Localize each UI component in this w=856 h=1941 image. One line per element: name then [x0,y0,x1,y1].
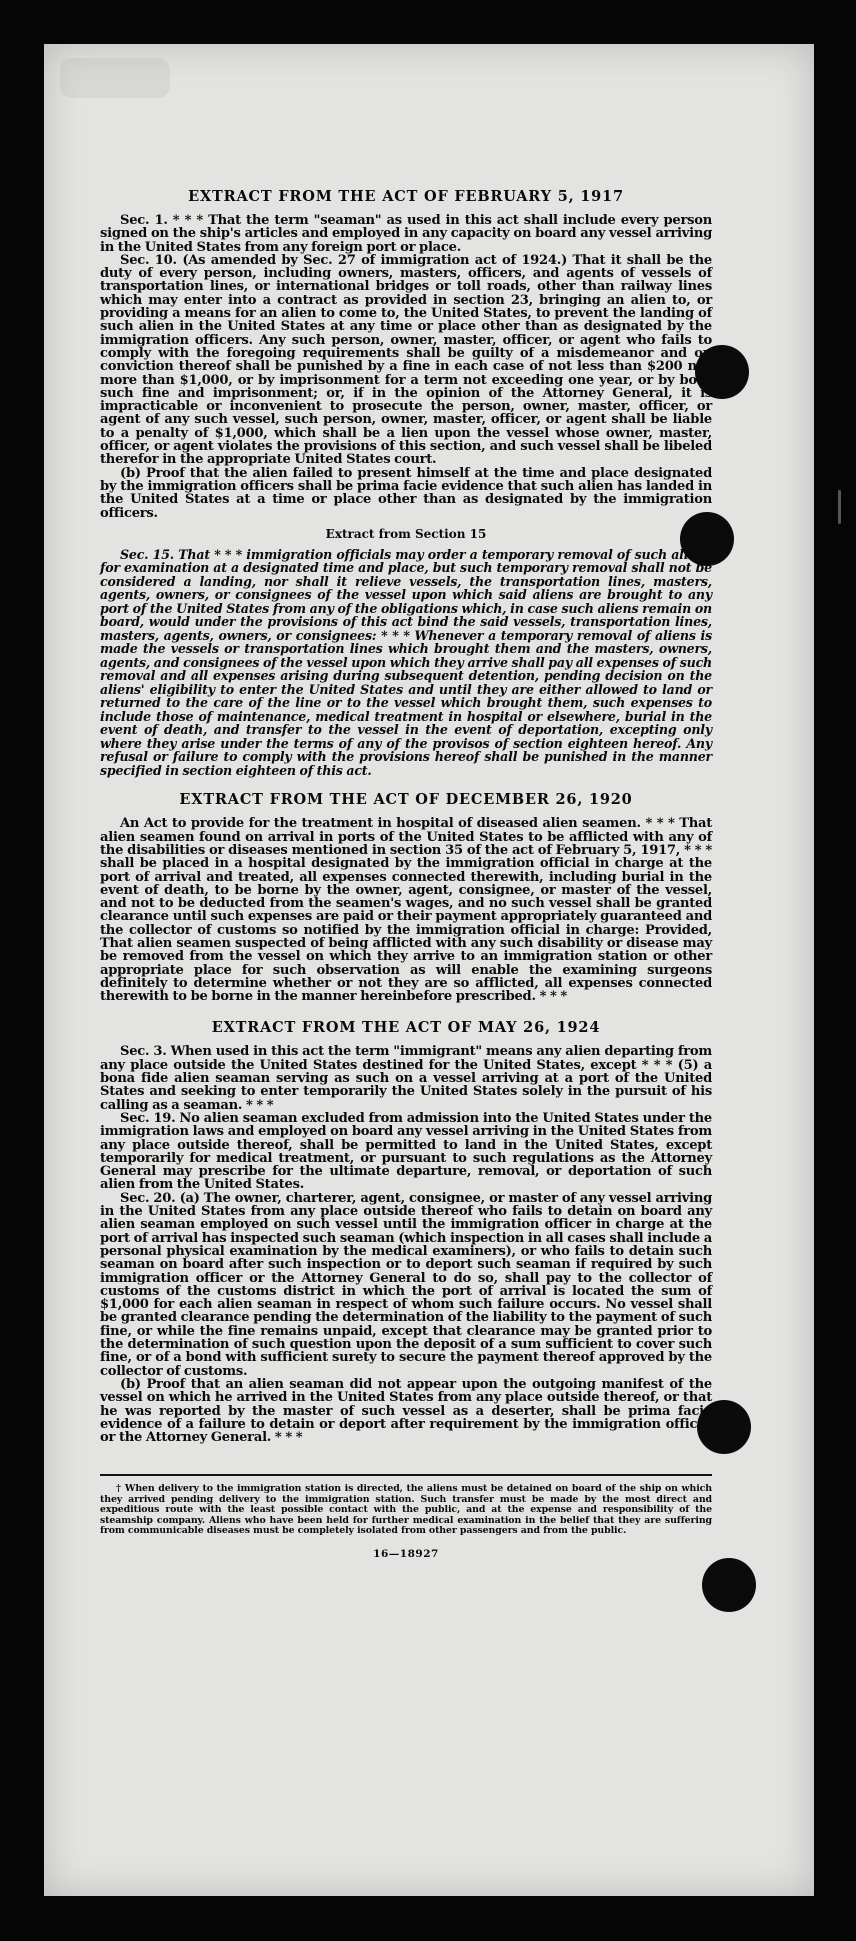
punch-hole-4 [702,1558,756,1612]
section-title-act-1924: EXTRACT FROM THE ACT OF MAY 26, 1924 [211,1019,601,1037]
scan-smudge [60,58,170,98]
paragraph-sec-3: Sec. 3. When used in this act the term "immigrant" means any alien departing from any place outside the United States destined for the United States, except * * * (5) a bona fide alien seaman serving as such on a vessel arriving at a port of the United States and seeking to enter temporarily the United States solely in the pursuit of his calling as a seaman. * * * [100,1044,712,1113]
paragraph-sec-19: Sec. 19. No alien seaman excluded from admission into the United States under the immigration laws and employed on board any vessel arriving in the United States from any place outside thereof, shall be permitted to land in the United States, except temporarily for medical treatment, or pursuant to such regulations as the Attorney General may prescribe for the ultimate departure, removal, or deportation of such alien from the United States. [100,1110,712,1193]
paragraph-act-1920: An Act to provide for the treatment in hospital of diseased alien seamen. * * * That alien seamen found on arrival in ports of the United States to be afflicted with any of the disabilities or diseases mentioned in section 35 of the act of February 5, 1917, * * * shall be placed in a hospital designated by the immigration official in charge at the port of arrival and treated, all expenses connected therewith, including burial in the event of death, to be borne by the owner, agent, consignee, or master of the vessel, and not to be deducted from the seamen's wages, and no such vessel shall be granted clearance until such expenses are paid or their payment appropriately guaranteed and the collector of customs so notified by the immigration official in charge: Provided, That alien seamen suspected of being afflicted with any such disability or disease may be removed from the vessel on which they arrive to an immigration station or other appropriate place for such observation as will enable the examining surgeons definitely to determine whether or not they are so afflicted, all expenses connected therewith to be borne in the manner hereinbefore prescribed. * * * [100,816,712,1005]
section-title-act-1917: EXTRACT FROM THE ACT OF FEBRUARY 5, 1917 [188,188,624,205]
section-title-act-1920: EXTRACT FROM THE ACT OF DECEMBER 26, 1920 [179,791,633,809]
paragraph-sec-10-b: (b) Proof that the alien failed to present himself at the time and place designated by the immigration officers shall be prima facie evidence that such alien has landed in the United States at a time or place other than as designated by the immigration officers. [100,465,712,521]
page-number: 16—18927 [373,1548,439,1561]
scan-edge-mark [838,490,841,524]
paragraph-sec-1: Sec. 1. * * * That the term "seaman" as used in this act shall include every person signed on the ship's articles and employed in any capacity on board any vessel arriving in the United States from any foreign port or place. [100,213,712,255]
paragraph-sec-20-a: Sec. 20. (a) The owner, charterer, agent, consignee, or master of any vessel arriving in the United States from any place outside thereof who fails to detain on board any alien seaman employed on such vessel until the immigration officer in charge at the port of arrival has inspected such seaman (which inspection in all cases shall include a personal physical examination by the medical examiners), or who fails to detain such seaman on board after such inspection or to deport such seaman if required by such immigration officer or the Attorney General to do so, shall pay to the collector of customs of the customs district in which the port of arrival is located the sum of $1,000 for each alien seaman in respect of whom such failure occurs. No vessel shall be granted clearance pending the determination of the liability to the payment of such fine, or while the fine remains unpaid, except that clearance may be granted prior to the determination of such question upon the deposit of a sum sufficient to cover such fine, or of a bond with sufficient surety to secure the payment thereof approved by the collector of customs. [100,1190,712,1379]
paragraph-sec-20-b: (b) Proof that an alien seaman did not appear upon the outgoing manifest of the vessel on which he arrived in the United States from any place outside thereof, or that he was reported by the master of such vessel as a deserter, shall be prima facie evidence of a failure to detain or deport after requirement by the immigration officer or the Attorney General. * * * [100,1376,712,1446]
paragraph-sec-15: Sec. 15. That * * * immigration officials may order a temporary removal of such aliens for examination at a designated time and place, but such temporary removal shall not be considered a landing, nor shall it relieve vessels, the transportation lines, masters, agents, owners, or consignees of the vessel upon which said aliens are brought to any port of the United States from any of the obligations which, in case such aliens remain on board, would under the provisions of this act bind the said vessels, transportation lines, masters, agents, owners, or consignees: * * * Whenever a temporary removal of aliens is made the vessels or transportation lines which brought them and the masters, owners, agents, and consignees of the vessel upon which they arrive shall pay all expenses of such removal and all expenses arising during subsequent detention, pending decision on the aliens' eligibility to enter the United States and until they are either allowed to land or returned to the care of the line or to the vessel which brought them, such expenses to include those of maintenance, medical treatment in hospital or elsewhere, burial in the event of death, and transfer to the vessel in the event of deportation, excepting only where they arise under the terms of any of the provisos of section eighteen hereof. Any refusal or failure to comply with the provisions hereof shall be punished in the manner specified in section eighteen of this act. [100,546,712,778]
footnote: † When delivery to the immigration station is directed, the aliens must be detained on board of the ship on which they arrived pending delivery to the immigration station. Such transfer must be made by the most direct and expeditious route with the least possible contact with the public, and at the expense and responsibility of the steamship company. Aliens who have been held for further medical examination in the belief that they are suffering from communicable diseases must be completely isolated from other passengers and from the public. [100,1483,712,1537]
document-body [100,188,712,1560]
footnote-divider [100,1474,712,1476]
paragraph-sec-10: Sec. 10. (As amended by Sec. 27 of immigration act of 1924.) That it shall be the duty of every person, including owners, masters, officers, and agents of vessels of transportation lines, or international bridges or toll roads, other than railway lines which may enter into a contract as provided in section 23, bringing an alien to, or providing a means for an alien to come to, the United States, to prevent the landing of such alien in the United States at any time or place other than as designated by the immigration officers. Any such person, owner, master, officer, or agent who fails to comply with the foregoing requirements shall be guilty of a misdemeanor and on conviction thereof shall be punished by a fine in each case of not less than $200 nor more than $1,000, or by imprisonment for a term not exceeding one year, or by both such fine and imprisonment; or, if in the opinion of the Attorney General, it is impracticable or inconvenient to prosecute the person, owner, master, officer, or agent of any such vessel, such person, owner, master, officer, or agent shall be liable to a penalty of $1,000, which shall be a lien upon the vessel whose owner, master, officer, or agent violates the provisions of this section, and such vessel shall be libeled therefor in the appropriate United States court. [100,252,712,468]
section-title-sec-15: Extract from Section 15 [325,526,487,541]
